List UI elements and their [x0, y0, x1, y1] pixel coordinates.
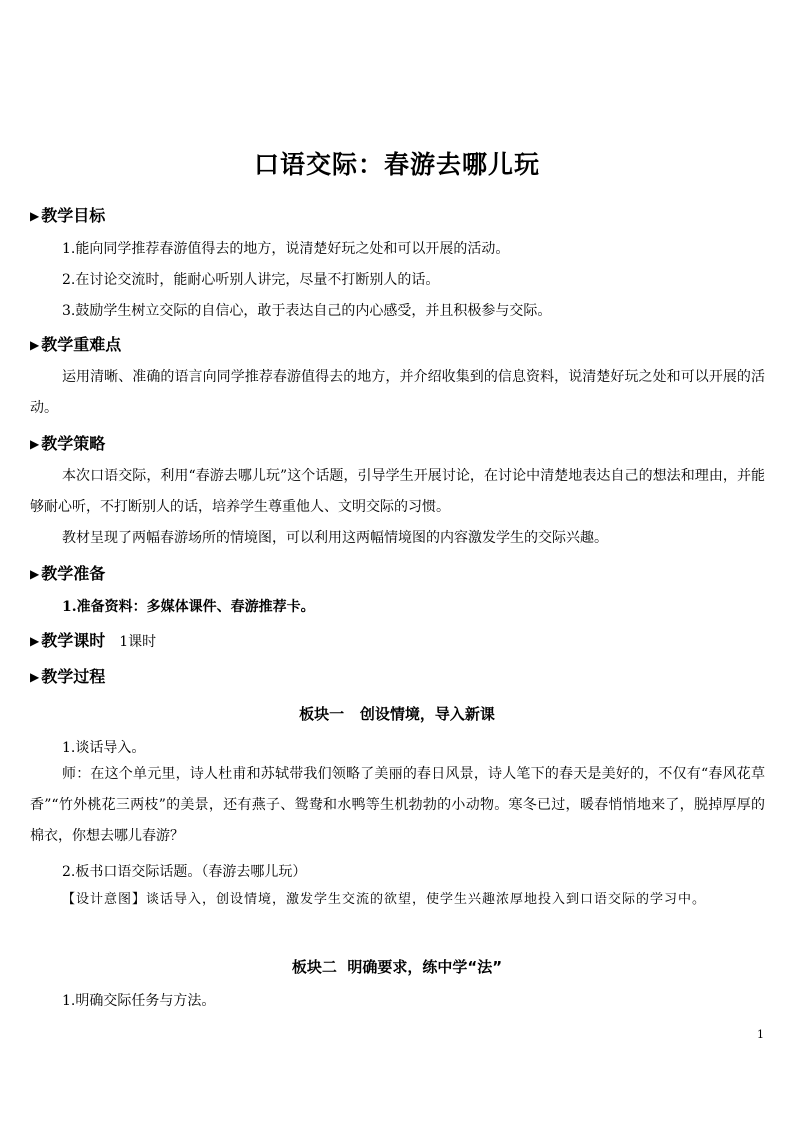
- section-heading-label: 教学课时: [41, 631, 106, 650]
- triangle-bullet-icon: ▶: [30, 567, 40, 581]
- document-title: 口语交际：春游去哪儿玩: [253, 150, 540, 179]
- section-heading-prep: [30, 561, 105, 584]
- section-heading-label: 教学策略: [41, 434, 106, 453]
- block1-title: 板块一 创设情境，导入新课: [299, 705, 495, 723]
- section-heading-label: 教学重难点: [41, 335, 122, 354]
- triangle-bullet-icon: ▶: [30, 437, 40, 451]
- block2-item-1: 1.明确交际任务与方法。: [62, 993, 216, 1009]
- section-heading-difficulty: [30, 332, 121, 355]
- block2-title: 板块二 明确要求，练中学“法”: [291, 958, 503, 976]
- strategy-paragraph-1: 本次口语交际，利用“春游去哪儿玩”这个话题，引导学生开展讨论，在讨论中清楚地表达自己的想法和理由，并能够耐心听，不打断别人的话，培养学生尊重他人、文明交际的习惯。: [30, 468, 765, 515]
- triangle-bullet-icon: ▶: [30, 634, 40, 648]
- section-heading-hours: [30, 628, 156, 651]
- prep-item: 1.准备资料：多媒体课件、春游推荐卡。: [62, 599, 315, 615]
- block1-design-intent: 【设计意图】谈话导入，创设情境，激发学生交流的欲望，使学生兴趣浓厚地投入到口语交际的学习中。: [62, 892, 707, 907]
- section-heading-label: 教学目标: [41, 206, 106, 225]
- section-heading-goals: [30, 203, 105, 226]
- section-heading-label: 教学过程: [41, 667, 106, 686]
- triangle-bullet-icon: ▶: [30, 670, 40, 684]
- strategy-paragraph-2: 教材呈现了两幅春游场所的情境图，可以利用这两幅情境图的内容激发学生的交际兴趣。: [62, 530, 608, 546]
- goal-item-3: 3.鼓励学生树立交际的自信心，敢于表达自己的内心感受，并且积极参与交际。: [62, 303, 552, 319]
- triangle-bullet-icon: ▶: [30, 209, 40, 223]
- goal-item-1: 1.能向同学推荐春游值得去的地方，说清楚好玩之处和可以开展的活动。: [62, 241, 510, 257]
- section-heading-strategy: [30, 431, 105, 454]
- section-heading-process: [30, 664, 105, 687]
- block1-item-2: 2.板书口语交际话题。（春游去哪儿玩）: [62, 864, 307, 880]
- difficulty-paragraph: 运用清晰、准确的语言向同学推荐春游值得去的地方，并介绍收集到的信息资料，说清楚好玩之处和可以开展的活动。: [30, 369, 765, 416]
- hours-value: 1课时: [119, 634, 157, 650]
- page-number: 1: [757, 1028, 764, 1041]
- goal-item-2: 2.在讨论交流时，能耐心听别人讲完，尽量不打断别人的话。: [62, 272, 440, 288]
- block1-teacher-paragraph: 师：在这个单元里，诗人杜甫和苏轼带我们领略了美丽的春日风景，诗人笔下的春天是美好的，不仅有“春风花草香”“竹外桃花三两枝”的美景，还有燕子、鸳鸯和水鸭等生机勃勃的小动物。寒冬已过，暖春悄悄地来了，脱掉厚厚的棉衣，你想去哪儿春游？: [30, 766, 765, 844]
- section-heading-label: 教学准备: [41, 564, 106, 583]
- block1-item-1: 1.谈话导入。: [62, 740, 146, 756]
- triangle-bullet-icon: ▶: [30, 338, 40, 352]
